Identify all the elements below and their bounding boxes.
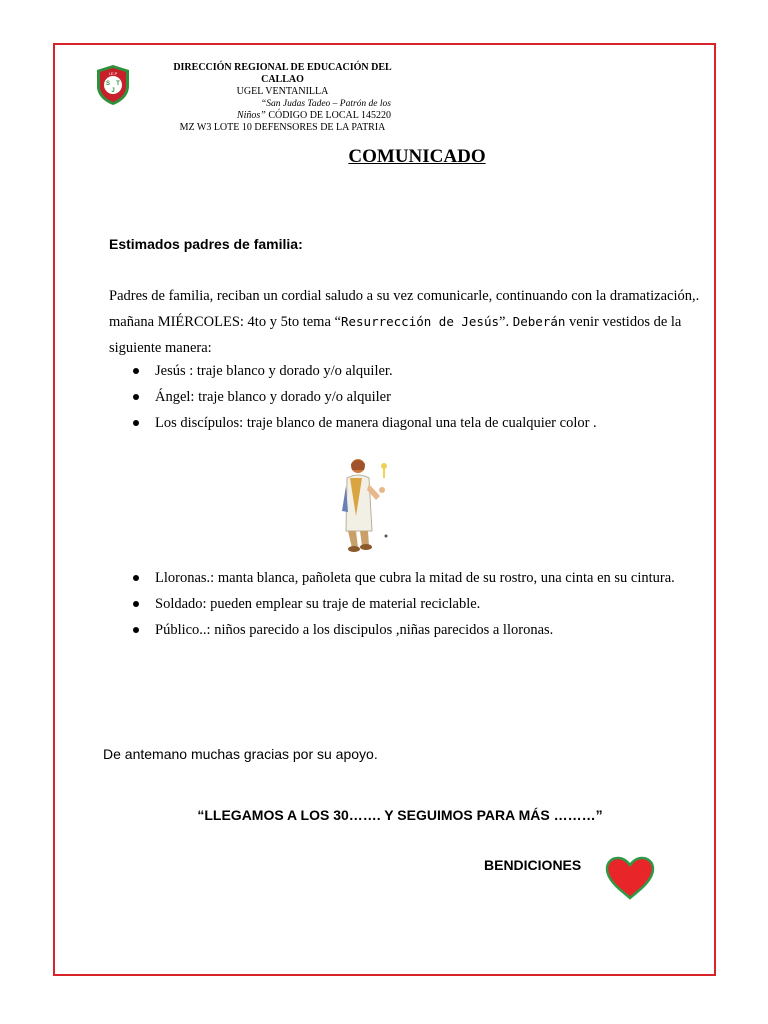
body-part-1: Padres de familia, reciban un cordial saludo a su vez comunicarle, continuando con la dramatización,. mañana MIÉRCOLES: 4to y 5to tema “ [109, 288, 700, 330]
school-name-italic-end: Niños” [236, 110, 266, 121]
body-part-5: venir vestidos de la siguiente manera: [109, 314, 682, 356]
document-title: COMUNICADO [348, 146, 486, 167]
list-item: Soldado: pueden emplear su traje de material reciclable. [136, 591, 675, 617]
heart-icon [604, 855, 656, 901]
letterhead-school-name [160, 98, 405, 110]
blessing-signoff: BENDICIONES [484, 857, 582, 873]
closing-thanks: De antemano muchas gracias por su apoyo. [103, 746, 378, 762]
letterhead-institution: DIRECCIÓN REGIONAL DE EDUCACIÓN DEL CALLAO [173, 62, 392, 85]
list-item: Los discípulos: traje blanco de manera diagonal una tela de cualquier color . [136, 410, 597, 436]
greeting: Estimados padres de familia: [109, 236, 303, 252]
letterhead-address: MZ W3 LOTE 10 DEFENSORES DE LA PATRIA [179, 122, 386, 133]
costume-list-2 [136, 565, 675, 643]
logo-caption: I.E.P [108, 71, 118, 76]
list-item: Público..: niños parecido a los discipulos ,niñas parecidos a lloronas. [136, 617, 675, 643]
school-motto: “LLEGAMOS A LOS 30……. Y SEGUIMOS PARA MÁS ………” [197, 807, 603, 823]
letterhead [160, 62, 405, 134]
costume-list-1 [136, 358, 597, 436]
list-item: Jesús : traje blanco y dorado y/o alquiler. [136, 358, 597, 384]
letterhead-ugel: UGEL VENTANILLA [236, 86, 329, 97]
body-part-3: ”. [499, 314, 513, 330]
school-crest-logo [95, 64, 131, 106]
logo-letter-s: S [105, 81, 111, 87]
letterhead-local-code [160, 110, 405, 122]
jesus-illustration [342, 456, 390, 553]
body-topic: Resurrección de Jesús [340, 314, 500, 329]
list-item: Lloronas.: manta blanca, pañoleta que cubra la mitad de su rostro, una cinta en su cintura. [136, 565, 675, 591]
list-item: Ángel: traje blanco y dorado y/o alquiler [136, 384, 597, 410]
logo-letter-t: T [116, 81, 120, 87]
school-name-italic: “San Judas Tadeo – Patrón de los [260, 99, 391, 109]
logo-letter-j: J [111, 88, 115, 94]
body-paragraph [109, 283, 719, 361]
local-code: CÓDIGO DE LOCAL 145220 [265, 110, 391, 121]
body-deberan: Deberán [512, 314, 566, 329]
